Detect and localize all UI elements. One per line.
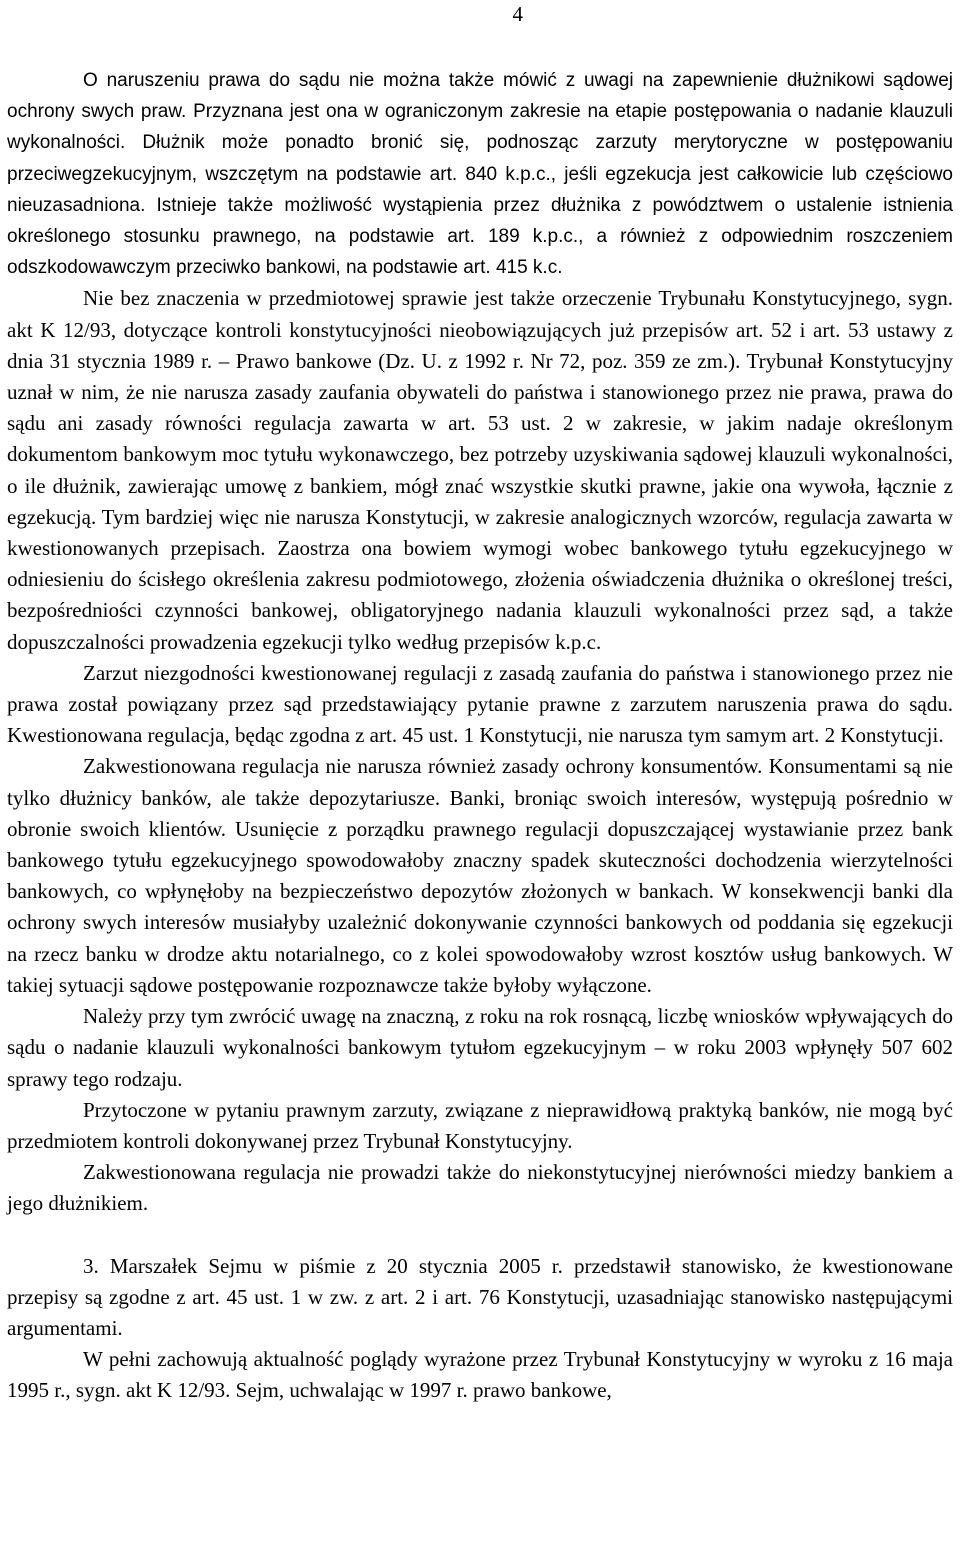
paragraph-consumer-protection: Zakwestionowana regulacja nie narusza również zasady ochrony konsumentów. Konsumentami są nie tylko dłużnicy banków, ale także depozytariusze. Banki, broniąc swoich interesów, występują pośrednio w obronie swoich klientów. Usunięcie z porządku prawnego regulacji dopuszczającej wystawianie przez bank bankowego tytułu egzekucyjnego spowodowałoby znaczny spadek skuteczności dochodzenia wierzytelności bankowych, co wpłynęłoby na bezpieczeństwo depozytów złożonych w bankach. W konsekwencji banki dla ochrony swych interesów musiałyby uzależnić dokonywanie czynności bankowych od poddania się egzekucji na rzecz banku w drodze aktu notarialnego, co z kolei spowodowałoby wzrost kosztów usług bankowych. W takiej sytuacji sądowe postępowanie rozpoznawcze także byłoby wyłączone. <box>7 754 953 997</box>
paragraph-sejm-marshal: 3. Marszałek Sejmu w piśmie z 20 stycznia 2005 r. przedstawił stanowisko, że kwestionowane przepisy są zgodne z art. 45 ust. 1 w zw. z art. 2 i art. 76 Konstytucji, uzasadniając stanowisko następującymi argumentami. <box>7 1253 953 1340</box>
paragraph-views-upheld: W pełni zachowują aktualność poglądy wyrażone przez Trybunał Konstytucyjny w wyroku z 16 maja 1995 r., sygn. akt K 12/93. Sejm, uchwalając w 1997 r. prawo bankowe, <box>7 1347 953 1403</box>
paragraph-case-statistics: Należy przy tym zwrócić uwagę na znaczną, z roku na rok rosnącą, liczbę wniosków wpływających do sądu o nadanie klauzuli wykonalności bankowym tytułom egzekucyjnym – w roku 2003 wpłynęły 507 602 sprawy tego rodzaju. <box>7 1004 953 1091</box>
paragraph-equality: Zakwestionowana regulacja nie prowadzi także do niekonstytucyjnej nierówności miedzy bankiem a jego dłużnikiem. <box>7 1160 953 1216</box>
document-body <box>7 65 953 1407</box>
paragraph-bank-practice: Przytoczone w pytaniu prawnym zarzuty, związane z nieprawidłową praktyką banków, nie mogą być przedmiotem kontroli dokonywanej przez Trybunał Konstytucyjny. <box>7 1097 953 1153</box>
paragraph-tribunal-ruling: Nie bez znaczenia w przedmiotowej sprawie jest także orzeczenie Trybunału Konstytucyjnego, sygn. akt K 12/93, dotyczące kontroli konstytucyjności nieobowiązujących już przepisów art. 52 i art. 53 ustawy z dnia 31 stycznia 1989 r. – Prawo bankowe (Dz. U. z 1992 r. Nr 72, poz. 359 ze zm.). Trybunał Konstytucyjny uznał w nim, że nie narusza zasady zaufania obywateli do państwa i stanowionego przez nie prawa, prawa do sądu ani zasady równości regulacja zawarta w art. 53 ust. 2 w zakresie, w jakim nadaje określonym dokumentom bankowym moc tytułu wykonawczego, bez potrzeby uzyskiwania sądowej klauzuli wykonalności, o ile dłużnik, zawierając umowę z bankiem, mógł znać wszystkie skutki prawne, jakie ona wywoła, łącznie z egzekucją. Tym bardziej więc nie narusza Konstytucji, w zakresie analogicznych wzorców, regulacja zawarta w kwestionowanych przepisach. Zaostrza ona bowiem wymogi wobec bankowego tytułu egzekucyjnego w odniesieniu do ścisłego określenia zakresu podmiotowego, złożenia oświadczenia dłużnika o określonej treści, bezpośredniości czynności bankowej, obligatoryjnego nadania klauzuli wykonalności przez sąd, a także dopuszczalności prowadzenia egzekucji tylko według przepisów k.p.c. <box>7 286 953 654</box>
page-number: 4 <box>512 2 523 26</box>
paragraph-right-to-court: O naruszeniu prawa do sądu nie można także mówić z uwagi na zapewnienie dłużnikowi sądowej ochrony swych praw. Przyznana jest ona w ograniczonym zakresie na etapie postępowania o nadanie klauzuli wykonalności. Dłużnik może ponadto bronić się, podnosząc zarzuty merytoryczne w postępowaniu przeciwegzekucyjnym, wszczętym na podstawie art. 840 k.p.c., jeśli egzekucja jest całkowicie lub częściowo nieuzasadniona. Istnieje także możliwość wystąpienia przez dłużnika z powództwem o ustalenie istnienia określonego stosunku prawnego, na podstawie art. 189 k.p.c., a również z odpowiednim roszczeniem odszkodowawczym przeciwko bankowi, na podstawie art. 415 k.c. <box>7 70 953 279</box>
paragraph-trust-principle: Zarzut niezgodności kwestionowanej regulacji z zasadą zaufania do państwa i stanowionego przez nie prawa został powiązany przez sąd przedstawiający pytanie prawne z zarzutem naruszenia prawa do sądu. Kwestionowana regulacja, będąc zgodna z art. 45 ust. 1 Konstytucji, nie narusza tym samym art. 2 Konstytucji. <box>7 660 953 748</box>
